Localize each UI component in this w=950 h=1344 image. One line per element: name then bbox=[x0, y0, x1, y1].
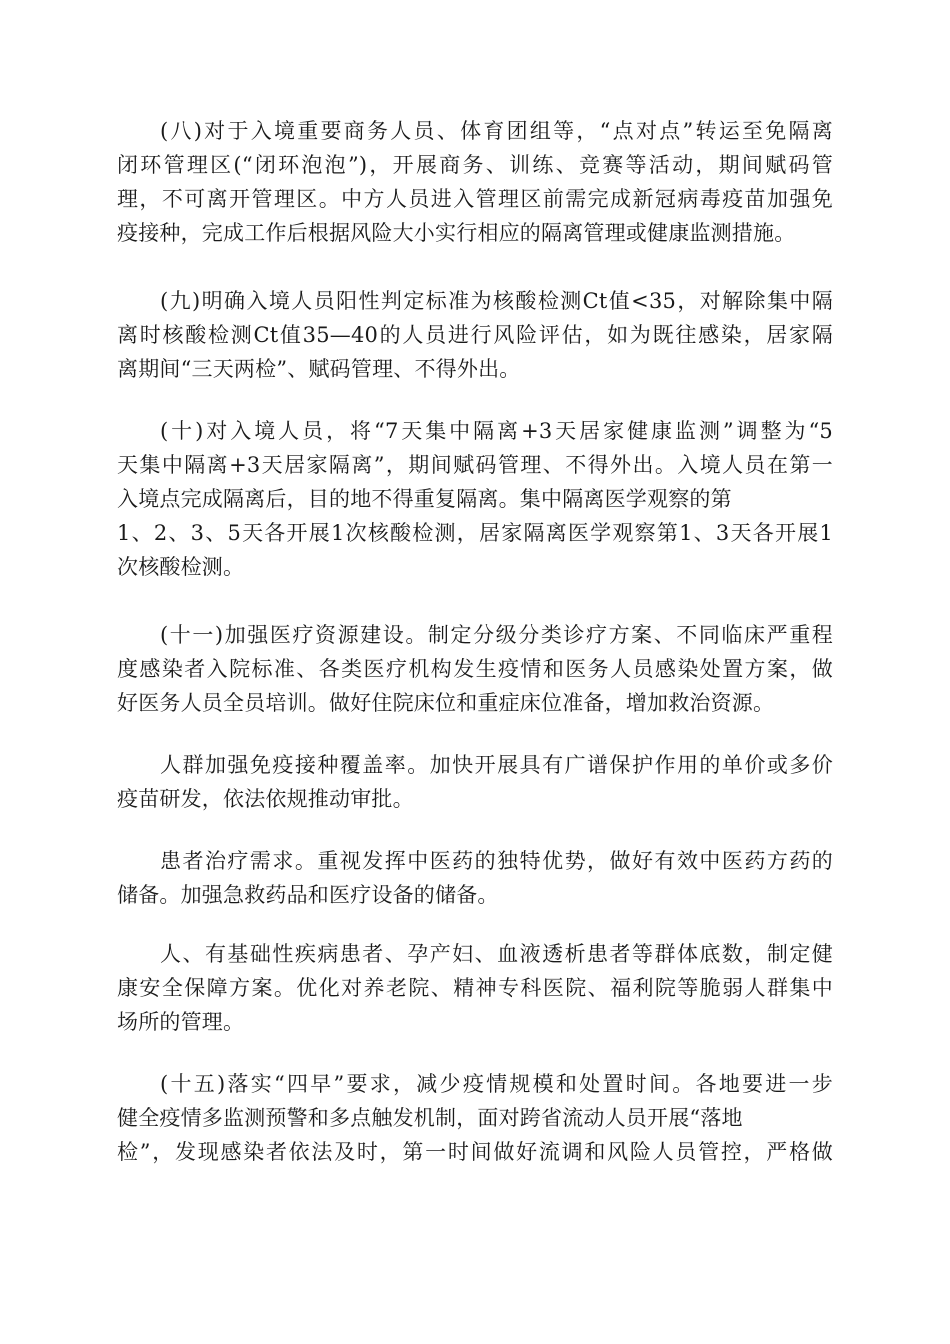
text-line: (十一)加强医疗资源建设。制定分级分类诊疗方案、不同临床严重程 bbox=[160, 623, 833, 647]
text-line: 疫接种，完成工作后根据风险大小实行相应的隔离管理或健康监测措施。 bbox=[117, 221, 796, 245]
paragraph-14 bbox=[117, 937, 833, 1039]
text-line: 离期间“三天两检”、赋码管理、不得外出。 bbox=[117, 357, 521, 381]
text-line: 患者治疗需求。重视发挥中医药的独特优势，做好有效中医药方药的 bbox=[160, 849, 833, 873]
text-line: 1、2、3、5天各开展1次核酸检测，居家隔离医学观察第1、3天各开展1 bbox=[117, 521, 833, 545]
paragraph-15 bbox=[117, 1067, 833, 1169]
text-line: 人群加强免疫接种覆盖率。加快开展具有广谱保护作用的单价或多价 bbox=[160, 753, 833, 777]
text-line: 离时核酸检测Ct值35—40的人员进行风险评估，如为既往感染，居家隔 bbox=[117, 323, 833, 347]
text-line: 理，不可离开管理区。中方人员进入管理区前需完成新冠病毒疫苗加强免 bbox=[117, 187, 833, 211]
text-line: 检”，发现感染者依法及时，第一时间做好流调和风险人员管控，严格做 bbox=[117, 1140, 833, 1164]
text-line: 场所的管理。 bbox=[117, 1010, 245, 1034]
text-line: (八)对于入境重要商务人员、体育团组等，“点对点”转运至免隔离 bbox=[160, 119, 833, 143]
text-line: 康安全保障方案。优化对养老院、精神专科医院、福利院等脆弱人群集中 bbox=[117, 976, 833, 1000]
text-line: 闭环管理区(“闭环泡泡”)，开展商务、训练、竞赛等活动，期间赋码管 bbox=[117, 153, 833, 177]
text-line: 储备。加强急救药品和医疗设备的储备。 bbox=[117, 883, 499, 907]
text-line: 人、有基础性疾病患者、孕产妇、血液透析患者等群体底数，制定健 bbox=[160, 942, 833, 966]
paragraph-11 bbox=[117, 618, 833, 720]
text-line: 天集中隔离+3天居家隔离”，期间赋码管理、不得外出。入境人员在第一 bbox=[117, 453, 833, 477]
text-line: 度感染者入院标准、各类医疗机构发生疫情和医务人员感染处置方案，做 bbox=[117, 657, 833, 681]
text-line: 次核酸检测。 bbox=[117, 555, 245, 579]
text-line: (十五)落实“四早”要求，减少疫情规模和处置时间。各地要进一步 bbox=[160, 1072, 833, 1096]
text-line: 疫苗研发，依法依规推动审批。 bbox=[117, 787, 414, 811]
paragraph-13 bbox=[117, 844, 833, 912]
text-line: 健全疫情多监测预警和多点触发机制，面对跨省流动人员开展“落地 bbox=[117, 1106, 743, 1130]
paragraph-10 bbox=[117, 414, 833, 584]
text-line: 好医务人员全员培训。做好住院床位和重症床位准备，增加救治资源。 bbox=[117, 691, 775, 715]
paragraph-8 bbox=[117, 114, 833, 250]
text-line: (九)明确入境人员阳性判定标准为核酸检测Ct值<35，对解除集中隔 bbox=[160, 289, 833, 313]
paragraph-9 bbox=[117, 284, 833, 386]
text-line: (十)对入境人员，将“7天集中隔离+3天居家健康监测”调整为“5 bbox=[160, 419, 833, 443]
paragraph-12 bbox=[117, 748, 833, 816]
text-line: 入境点完成隔离后，目的地不得重复隔离。集中隔离医学观察的第 bbox=[117, 487, 732, 511]
